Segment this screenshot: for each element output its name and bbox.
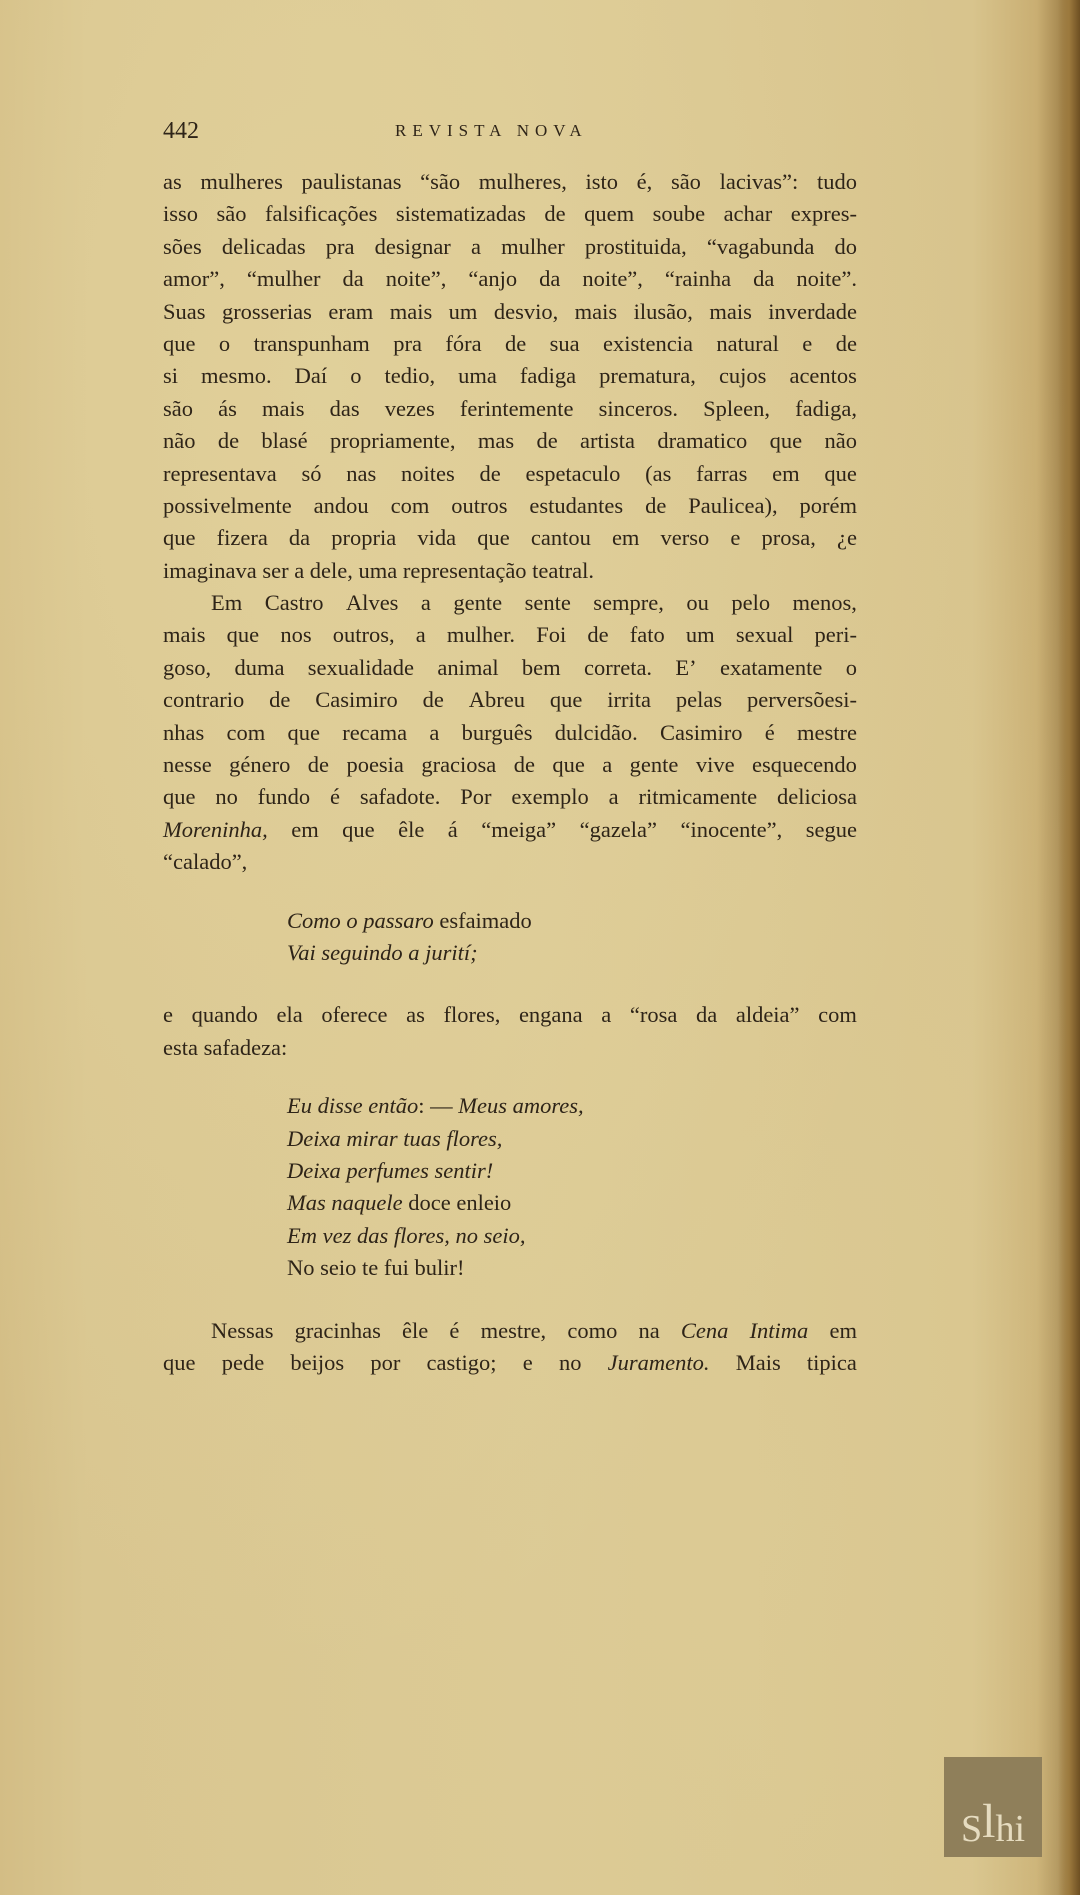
word: que bbox=[226, 622, 260, 648]
word: animal bbox=[437, 654, 499, 680]
word: uma bbox=[458, 363, 497, 389]
page-number: 442 bbox=[163, 118, 199, 144]
word: que bbox=[549, 687, 583, 713]
word: existencia bbox=[603, 330, 694, 356]
word: que bbox=[477, 525, 510, 551]
word: transpunham bbox=[253, 330, 370, 356]
word: e bbox=[802, 330, 813, 356]
word: dulcidão. bbox=[554, 719, 638, 745]
word: que bbox=[287, 719, 320, 745]
verse-italic: Em vez das flores, no seio, bbox=[287, 1222, 526, 1248]
word: oferece bbox=[321, 1002, 388, 1028]
word: Daí bbox=[294, 363, 328, 389]
word: gente bbox=[629, 752, 679, 778]
word: pelas bbox=[675, 687, 723, 713]
word: estudantes bbox=[529, 492, 624, 518]
word: castigo; bbox=[426, 1349, 497, 1375]
word: que bbox=[769, 428, 803, 454]
paragraph-3 bbox=[163, 999, 857, 1064]
word: do bbox=[834, 233, 857, 259]
word: pelo bbox=[731, 590, 771, 616]
word: grosserias bbox=[221, 298, 312, 324]
word: espetaculo bbox=[525, 460, 621, 486]
word: é bbox=[449, 1317, 460, 1343]
text-line bbox=[163, 587, 857, 619]
word: e bbox=[163, 1002, 173, 1028]
word: exemplo bbox=[511, 784, 589, 810]
word: que bbox=[163, 525, 196, 551]
word: E’ bbox=[675, 654, 697, 680]
word: peri- bbox=[814, 622, 857, 648]
word: noites bbox=[400, 460, 455, 486]
word: fundo bbox=[257, 784, 311, 810]
word: são bbox=[670, 169, 701, 194]
word: que bbox=[342, 816, 375, 842]
word: falsificações bbox=[264, 201, 378, 227]
word: beijos bbox=[290, 1349, 345, 1375]
word: mulher bbox=[501, 233, 565, 259]
word: noite”. bbox=[796, 266, 857, 292]
word: flores, bbox=[443, 1002, 501, 1028]
word: um bbox=[448, 298, 478, 324]
word: a bbox=[429, 719, 440, 745]
word: Paulicea), bbox=[688, 492, 778, 518]
word: mais bbox=[389, 298, 433, 324]
word: esquecendo bbox=[751, 752, 857, 778]
text-line: imaginava ser a dele, uma representação teatral. bbox=[163, 557, 595, 583]
word: as bbox=[163, 169, 182, 194]
word: são bbox=[163, 395, 193, 421]
word: goso, bbox=[163, 654, 212, 680]
word: expres- bbox=[790, 201, 857, 227]
word: gente bbox=[453, 590, 503, 616]
word: mesmo. bbox=[201, 363, 272, 389]
text-line-moreninha bbox=[163, 814, 857, 846]
word: mais bbox=[709, 298, 752, 324]
word: cantou bbox=[530, 525, 591, 551]
word: com bbox=[818, 1002, 857, 1028]
word: outros bbox=[451, 492, 508, 518]
word: Casimiro bbox=[660, 719, 743, 745]
word: propriamente, bbox=[329, 428, 456, 454]
word: tipica bbox=[806, 1349, 857, 1375]
word: “inocente”, bbox=[680, 816, 783, 842]
word: ás bbox=[218, 395, 237, 421]
word: são bbox=[216, 201, 247, 227]
word: a bbox=[420, 590, 431, 616]
word: vezes bbox=[384, 395, 435, 421]
text-line-paragraph-4-1 bbox=[163, 1315, 857, 1347]
word: as bbox=[406, 1002, 425, 1028]
word: em bbox=[291, 816, 319, 842]
word: e bbox=[522, 1349, 533, 1375]
word: sinceros. bbox=[598, 395, 679, 421]
word: si bbox=[163, 363, 179, 389]
word: mas bbox=[477, 428, 515, 454]
word: dramatico bbox=[657, 428, 748, 454]
word: de bbox=[587, 622, 609, 648]
verse-line bbox=[287, 937, 857, 969]
word: Nessas bbox=[211, 1317, 274, 1343]
word: a bbox=[602, 752, 613, 778]
verse-line bbox=[287, 1123, 857, 1155]
word: “meiga” bbox=[481, 816, 557, 842]
word: prematura, bbox=[599, 363, 696, 389]
word: designar bbox=[374, 233, 451, 259]
text-line bbox=[163, 360, 857, 392]
word: Por bbox=[460, 784, 492, 810]
word: da bbox=[342, 266, 364, 292]
verse-italic: Vai seguindo a jurití; bbox=[287, 939, 478, 965]
word: fadiga, bbox=[795, 395, 857, 421]
word: de bbox=[479, 460, 501, 486]
word: Spleen, bbox=[703, 395, 771, 421]
text-line bbox=[163, 781, 857, 813]
word: sempre, bbox=[593, 590, 664, 616]
word: de bbox=[536, 428, 558, 454]
word: o bbox=[350, 363, 362, 389]
verse-italic: Deixa perfumes sentir! bbox=[287, 1157, 494, 1183]
word: mestre bbox=[797, 719, 857, 745]
word: sistematizadas bbox=[395, 201, 526, 227]
word: á bbox=[447, 816, 458, 842]
word: mulheres, bbox=[478, 169, 567, 194]
word: “rainha bbox=[664, 266, 732, 292]
word: natural bbox=[716, 330, 779, 356]
page-body bbox=[163, 166, 857, 1379]
word: de bbox=[422, 687, 444, 713]
page-binding-shadow bbox=[1058, 0, 1080, 1895]
word: ilusão, bbox=[633, 298, 693, 324]
verse-line bbox=[287, 1187, 857, 1219]
word: noite”, bbox=[385, 266, 447, 292]
text-line bbox=[163, 999, 857, 1031]
word: segue bbox=[805, 816, 857, 842]
word: não bbox=[824, 428, 857, 454]
word: nhas bbox=[163, 719, 205, 745]
word: Castro bbox=[264, 590, 324, 616]
running-title: REVISTA NOVA bbox=[395, 121, 588, 140]
word: como bbox=[567, 1317, 618, 1343]
word: verso bbox=[660, 525, 710, 551]
word: sente bbox=[524, 590, 571, 616]
text-line bbox=[163, 263, 857, 295]
word: achar bbox=[723, 201, 773, 227]
word: correta. bbox=[583, 654, 653, 680]
word: blasé bbox=[261, 428, 308, 454]
word: “gazela” bbox=[579, 816, 658, 842]
word: é, bbox=[636, 169, 653, 194]
verse-italic: Eu disse então bbox=[287, 1093, 419, 1119]
word: das bbox=[329, 395, 360, 421]
word: (as bbox=[645, 460, 672, 486]
word: tedio, bbox=[384, 363, 436, 389]
word: de bbox=[504, 330, 527, 356]
word: nos bbox=[280, 622, 312, 648]
word: Mais bbox=[735, 1349, 781, 1375]
word: quem bbox=[584, 201, 635, 227]
word: Abreu bbox=[468, 687, 526, 713]
word: mulher. bbox=[446, 622, 516, 648]
text-line bbox=[163, 328, 857, 360]
word: sexual bbox=[735, 622, 794, 648]
word: não bbox=[163, 428, 196, 454]
italic-title-word: Cena bbox=[680, 1317, 729, 1343]
word: irrita bbox=[607, 687, 652, 713]
word: mais bbox=[262, 395, 305, 421]
word: que bbox=[163, 1349, 196, 1375]
word: na bbox=[638, 1317, 660, 1343]
word: fóra bbox=[445, 330, 482, 356]
word: noite”, bbox=[582, 266, 643, 292]
text-line: esta safadeza: bbox=[163, 1034, 288, 1060]
word: sua bbox=[549, 330, 580, 356]
word: ou bbox=[686, 590, 709, 616]
word: soube bbox=[652, 201, 706, 227]
word: mais bbox=[163, 622, 206, 648]
word: lacivas”: bbox=[719, 169, 799, 194]
word: sexualidade bbox=[307, 654, 415, 680]
italic-title-word: Intima bbox=[749, 1317, 809, 1343]
word: com bbox=[226, 719, 266, 745]
word: “anjo bbox=[468, 266, 518, 292]
word: aldeia” bbox=[735, 1002, 800, 1028]
word: eram bbox=[328, 298, 374, 324]
word: em bbox=[829, 1317, 857, 1343]
word: de bbox=[307, 752, 330, 778]
verse-line bbox=[287, 1090, 857, 1122]
word: é bbox=[329, 784, 340, 810]
word: tudo bbox=[816, 169, 857, 194]
word: porém bbox=[799, 492, 857, 518]
word: isso bbox=[163, 201, 199, 227]
word: pede bbox=[221, 1349, 265, 1375]
verse-quote-1 bbox=[163, 905, 857, 970]
word: que bbox=[163, 330, 196, 356]
verse-roman: : — bbox=[418, 1093, 459, 1119]
text-line bbox=[163, 458, 857, 490]
word: nesse bbox=[163, 752, 212, 778]
word: mais bbox=[574, 298, 618, 324]
word: a bbox=[608, 784, 619, 810]
verse-italic: Mas naquele bbox=[287, 1190, 403, 1216]
verse-roman: doce enleio bbox=[402, 1190, 512, 1216]
word: só bbox=[301, 460, 322, 486]
word: burguês bbox=[461, 719, 533, 745]
word: duma bbox=[234, 654, 285, 680]
word: Em bbox=[211, 590, 243, 616]
word: desvio, bbox=[493, 298, 559, 324]
word: de bbox=[835, 330, 857, 356]
word: em bbox=[611, 525, 640, 551]
page-header bbox=[163, 118, 857, 148]
text-line bbox=[163, 393, 857, 425]
text-line bbox=[163, 652, 857, 684]
word: possivelmente bbox=[163, 492, 292, 518]
verse-line bbox=[287, 905, 857, 937]
word: artista bbox=[580, 428, 636, 454]
text-line bbox=[163, 846, 857, 878]
text-line bbox=[163, 717, 857, 749]
word: fato bbox=[629, 622, 665, 648]
word: fizera bbox=[216, 525, 268, 551]
word: gracinhas bbox=[294, 1317, 381, 1343]
word: ela bbox=[276, 1002, 303, 1028]
word: andou bbox=[313, 492, 369, 518]
word: género bbox=[229, 752, 291, 778]
word: Casimiro bbox=[315, 687, 398, 713]
word: “rosa bbox=[629, 1002, 678, 1028]
word: mulheres bbox=[200, 169, 283, 194]
word: poesia bbox=[346, 752, 404, 778]
verse-line bbox=[287, 1220, 857, 1252]
word: vida bbox=[417, 525, 457, 551]
word: “vagabunda bbox=[706, 233, 815, 259]
word: bem bbox=[521, 654, 561, 680]
word: prostituida, bbox=[584, 233, 687, 259]
word: exatamente bbox=[719, 654, 823, 680]
word: de bbox=[544, 201, 566, 227]
word: no bbox=[558, 1349, 582, 1375]
word: que bbox=[552, 752, 585, 778]
text-line-paragraph-4-2 bbox=[163, 1347, 857, 1379]
word: que bbox=[163, 784, 196, 810]
word: a bbox=[470, 233, 481, 259]
word: outros, bbox=[332, 622, 395, 648]
word: amor”, bbox=[163, 266, 225, 292]
word: no bbox=[215, 784, 238, 810]
word: “são bbox=[420, 169, 461, 194]
word: com bbox=[390, 492, 430, 518]
word: representava bbox=[163, 460, 277, 486]
paragraph-2 bbox=[163, 587, 857, 814]
italic-title-word: Juramento. bbox=[607, 1349, 710, 1375]
word: de bbox=[513, 752, 535, 778]
word: safadote. bbox=[359, 784, 441, 810]
word: por bbox=[370, 1349, 401, 1375]
word: Foi bbox=[536, 622, 567, 648]
word: de bbox=[269, 687, 291, 713]
word: ¿e bbox=[837, 525, 857, 551]
word: da bbox=[288, 525, 311, 551]
word: da bbox=[753, 266, 775, 292]
word: menos, bbox=[792, 590, 857, 616]
word: propria bbox=[331, 525, 397, 551]
verse-roman: esfaimado bbox=[433, 907, 532, 933]
word: paulistanas bbox=[301, 169, 402, 194]
word: fadiga bbox=[519, 363, 577, 389]
word: de bbox=[645, 492, 667, 518]
text-line bbox=[163, 198, 857, 230]
word: prosa, bbox=[761, 525, 816, 551]
word: Alves bbox=[345, 590, 399, 616]
word: em bbox=[772, 460, 800, 486]
verse-line bbox=[287, 1155, 857, 1187]
word: a bbox=[415, 622, 426, 648]
verse-line bbox=[287, 1252, 857, 1284]
word: da bbox=[695, 1002, 718, 1028]
word: de bbox=[217, 428, 240, 454]
word: pra bbox=[325, 233, 355, 259]
word: inverdade bbox=[768, 298, 857, 324]
word: é bbox=[764, 719, 775, 745]
word: perversõesi- bbox=[747, 687, 857, 713]
word: contrario bbox=[163, 687, 245, 713]
text-line bbox=[163, 522, 857, 554]
paragraph-1 bbox=[163, 166, 857, 587]
word: da bbox=[539, 266, 561, 292]
text-line bbox=[163, 619, 857, 651]
text-line bbox=[163, 425, 857, 457]
word: o bbox=[845, 654, 857, 680]
word: delicadas bbox=[221, 233, 306, 259]
verse-italic: Deixa mirar tuas flores, bbox=[287, 1125, 503, 1151]
word: ritmicamente bbox=[638, 784, 758, 810]
text-line-calado: “calado”, bbox=[163, 849, 248, 875]
text-line bbox=[163, 749, 857, 781]
word: pra bbox=[393, 330, 422, 356]
word: graciosa bbox=[421, 752, 497, 778]
word: deliciosa bbox=[777, 784, 857, 810]
word: êle bbox=[398, 816, 425, 842]
text-line bbox=[163, 231, 857, 263]
word: Suas bbox=[163, 298, 206, 324]
verse-quote-2 bbox=[163, 1090, 857, 1284]
word: recama bbox=[342, 719, 408, 745]
verse-roman: No seio te fui bulir! bbox=[287, 1255, 465, 1281]
word: mestre, bbox=[480, 1317, 547, 1343]
word: êle bbox=[402, 1317, 429, 1343]
watermark-logo: S l hi bbox=[944, 1757, 1042, 1857]
word: farras bbox=[696, 460, 748, 486]
word: isto bbox=[585, 169, 619, 194]
word: nas bbox=[346, 460, 377, 486]
verse-italic: Meus amores, bbox=[458, 1093, 584, 1119]
word: um bbox=[685, 622, 715, 648]
word: o bbox=[218, 330, 231, 356]
word: que bbox=[824, 460, 857, 486]
word: e bbox=[730, 525, 741, 551]
text-line bbox=[163, 684, 857, 716]
word: vive bbox=[695, 752, 735, 778]
word: a bbox=[601, 1002, 612, 1028]
text-line bbox=[163, 490, 857, 522]
word: “mulher bbox=[246, 266, 321, 292]
text-line bbox=[163, 166, 857, 198]
verse-italic: Como o passaro bbox=[287, 907, 434, 933]
word: acentos bbox=[789, 363, 857, 389]
word: sões bbox=[163, 233, 202, 259]
italic-title-moreninha: Moreninha, bbox=[163, 816, 268, 842]
word: ferintemente bbox=[459, 395, 574, 421]
word: cujos bbox=[718, 363, 767, 389]
word: engana bbox=[518, 1002, 583, 1028]
word: quando bbox=[191, 1002, 258, 1028]
text-line bbox=[163, 296, 857, 328]
